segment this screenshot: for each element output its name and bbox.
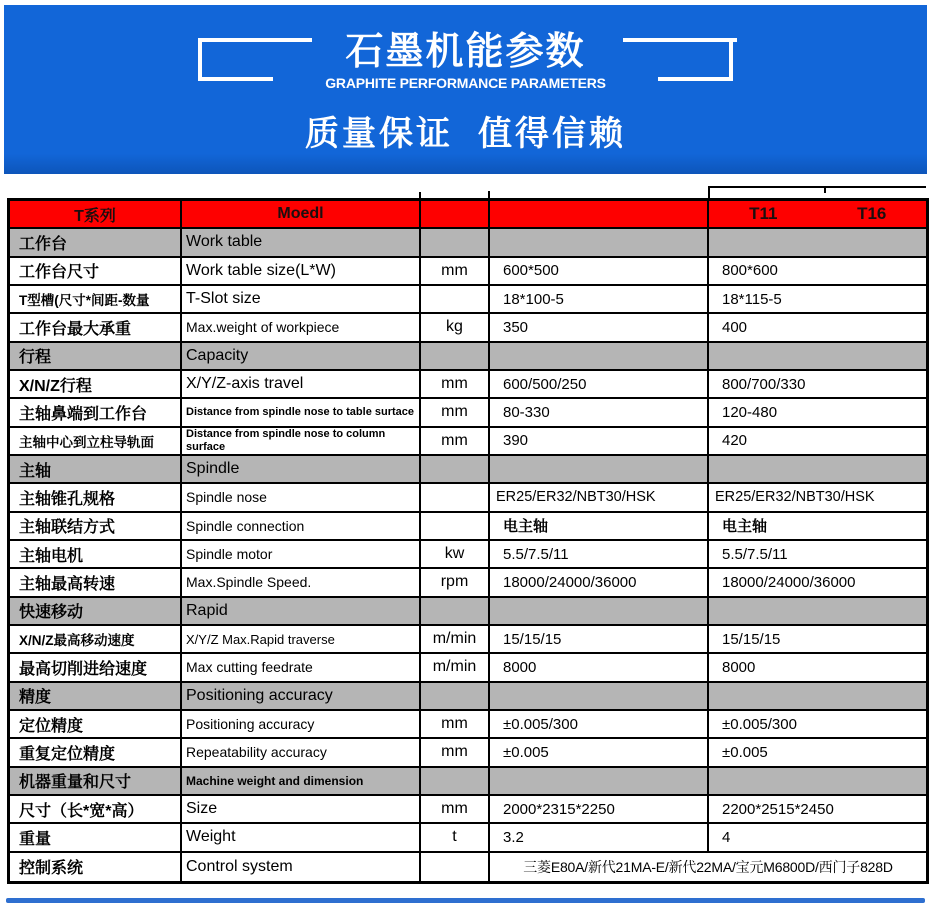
unit-cell: kg [421,314,490,340]
table-row [10,796,926,824]
value-cell-t16: ER25/ER32/NBT30/HSK [715,489,875,506]
table-row [10,371,926,399]
section-row [10,343,926,371]
row-label-cn: 重量 [10,824,182,850]
row-label-cn: 尺寸（长*宽*高） [10,796,182,822]
row-label-en: Max.Spindle Speed. [182,569,421,595]
unit-cell [421,598,490,624]
value-cell [709,683,926,709]
row-label-cn: 主轴锥孔规格 [10,484,182,510]
value-cell [490,598,709,624]
header-spacer-cell [490,201,709,227]
row-label-cn: 主轴鼻端到工作台 [10,399,182,425]
header-unit-cell [421,201,490,227]
unit-cell: rpm [421,569,490,595]
row-label-en: X/Y/Z-axis travel [182,371,421,397]
row-label-en: Control system [182,853,421,881]
section-row [10,598,926,626]
value-cell [709,343,926,369]
value-cell-t16: 5.5/7.5/11 [722,545,788,563]
value-cell [490,229,709,255]
section-label-cn: 行程 [10,343,182,369]
row-label-en: Distance from spindle nose to table surtace [182,399,421,425]
value-cell-t11: 3.2 [490,824,709,850]
value-cell [709,229,926,255]
header-banner [4,5,927,174]
page-subtitle: GRAPHITE PERFORMANCE PARAMETERS [325,75,606,91]
value-cell-t16: 120-480 [722,403,778,421]
value-cell-t11: 8000 [490,654,709,680]
row-label-cn: 主轴最高转速 [10,569,182,595]
value-cell-t16: ±0.005 [722,743,768,761]
table-row [10,711,926,739]
bottom-divider [6,898,925,903]
value-cell-t11: 5.5/7.5/11 [490,541,709,567]
row-label-cn: 工作台最大承重 [10,314,182,340]
row-label-en: Spindle nose [182,484,421,510]
table-row [10,824,926,852]
section-row [10,683,926,711]
value-cell-t16: ±0.005/300 [722,715,797,733]
value-cell-t11: 15/15/15 [490,626,709,652]
section-label-cn: 快速移动 [10,598,182,624]
banner-slogan: 质量保证 值得信赖 [305,115,626,153]
unit-cell: mm [421,711,490,737]
value-cell-t11: 80-330 [490,399,709,425]
row-label-en: Spindle connection [182,513,421,539]
unit-cell: mm [421,258,490,284]
table-header-row [10,201,926,229]
page-title: 石墨机能参数 [345,31,586,73]
value-cell-t11: 2000*2315*2250 [490,796,709,822]
unit-cell [421,484,490,510]
section-label-cn: 机器重量和尺寸 [10,768,182,794]
row-label-en: Max cutting feedrate [182,654,421,680]
value-cell-t16: 800/700/330 [722,375,806,393]
row-label-en: Work table size(L*W) [182,258,421,284]
merged-value-cell: 三菱E80A/新代21MA-E/新代22MA/宝元M6800D/西门子828D [523,858,893,875]
table-row [10,258,926,286]
value-cell-t16: 4 [722,828,731,846]
table-row [10,286,926,314]
section-label-en: Rapid [182,598,421,624]
row-label-en: Repeatability accuracy [182,739,421,765]
table-top-artifact-line [708,186,926,188]
unit-cell [421,456,490,482]
unit-cell: t [421,824,490,850]
section-label-cn: 主轴 [10,456,182,482]
value-cell [490,683,709,709]
value-cell-t11: ER25/ER32/NBT30/HSK [490,484,709,510]
section-row [10,768,926,796]
row-label-cn: 主轴中心到立柱导轨面 [10,428,182,454]
unit-cell: m/min [421,654,490,680]
section-row [10,229,926,257]
value-cell-t16: 15/15/15 [722,630,781,648]
value-cell-t16: 420 [722,432,748,450]
unit-cell [421,768,490,794]
row-label-en: Size [182,796,421,822]
row-label-cn: X/N/Z最高移动速度 [10,626,182,652]
value-cell-t16: 2200*2515*2450 [722,800,834,818]
row-label-cn: 定位精度 [10,711,182,737]
row-label-en: Weight [182,824,421,850]
unit-cell: mm [421,428,490,454]
section-label-en: Capacity [182,343,421,369]
row-label-cn: 最高切削进给速度 [10,654,182,680]
row-label-en: Distance from spindle nose to column surface [182,428,421,454]
value-cell-t16: 18000/24000/36000 [722,573,856,591]
table-row [10,541,926,569]
unit-cell: kw [421,541,490,567]
value-cell-t11: 600/500/250 [490,371,709,397]
table-row [10,654,926,682]
table-row [10,739,926,767]
unit-cell: mm [421,371,490,397]
header-t11: T11 [749,204,778,224]
value-cell-t11: ±0.005/300 [490,711,709,737]
table-row [10,626,926,654]
table-row [10,853,926,881]
row-label-cn: X/N/Z行程 [10,371,182,397]
unit-cell: mm [421,739,490,765]
unit-cell [421,229,490,255]
table-top-tick [824,186,826,193]
row-label-cn: T型槽(尺寸*间距-数量 [10,286,182,312]
section-label-en: Machine weight and dimension [182,768,421,794]
value-cell-t16: 8000 [722,658,756,676]
value-cell [490,343,709,369]
section-label-en: Work table [182,229,421,255]
unit-cell [421,286,490,312]
row-label-cn: 主轴电机 [10,541,182,567]
unit-cell [421,853,490,881]
value-cell [490,768,709,794]
value-cell-t11: 390 [490,428,709,454]
value-cell-t11: 18000/24000/36000 [490,569,709,595]
unit-cell [421,343,490,369]
unit-cell: mm [421,399,490,425]
section-row [10,456,926,484]
unit-cell [421,513,490,539]
row-label-en: Spindle motor [182,541,421,567]
section-label-en: Spindle [182,456,421,482]
value-cell-t16: 电主轴 [722,518,768,536]
row-label-en: Positioning accuracy [182,711,421,737]
table-row [10,513,926,541]
header-models-cell [709,201,926,227]
table-row [10,399,926,427]
table-row [10,428,926,456]
section-label-cn: 精度 [10,683,182,709]
section-label-en: Positioning accuracy [182,683,421,709]
table-row [10,484,926,512]
header-t16: T16 [857,204,887,224]
value-cell [709,456,926,482]
unit-cell: m/min [421,626,490,652]
row-label-cn: 控制系统 [10,853,182,881]
value-cell [709,598,926,624]
section-label-cn: 工作台 [10,229,182,255]
unit-cell: mm [421,796,490,822]
value-cell-t11: 电主轴 [490,513,709,539]
table-row [10,314,926,342]
value-cell [490,456,709,482]
row-label-cn: 重复定位精度 [10,739,182,765]
value-cell-t11: 600*500 [490,258,709,284]
value-cell-t11: ±0.005 [490,739,709,765]
header-series-cell: T系列 [10,201,182,227]
row-label-en: T-Slot size [182,286,421,312]
value-cell [709,768,926,794]
row-label-cn: 工作台尺寸 [10,258,182,284]
value-cell-t16: 800*600 [722,262,778,280]
row-label-cn: 主轴联结方式 [10,513,182,539]
row-label-en: Max.weight of workpiece [182,314,421,340]
value-cell-t16: 18*115-5 [722,290,782,308]
unit-cell [421,683,490,709]
value-cell-t16: 400 [722,318,748,336]
header-model-cell: Moedl [182,201,421,227]
value-cell-t11: 350 [490,314,709,340]
value-cell-t11: 18*100-5 [490,286,709,312]
spec-table [7,198,929,884]
row-label-en: X/Y/Z Max.Rapid traverse [182,626,421,652]
table-row [10,569,926,597]
